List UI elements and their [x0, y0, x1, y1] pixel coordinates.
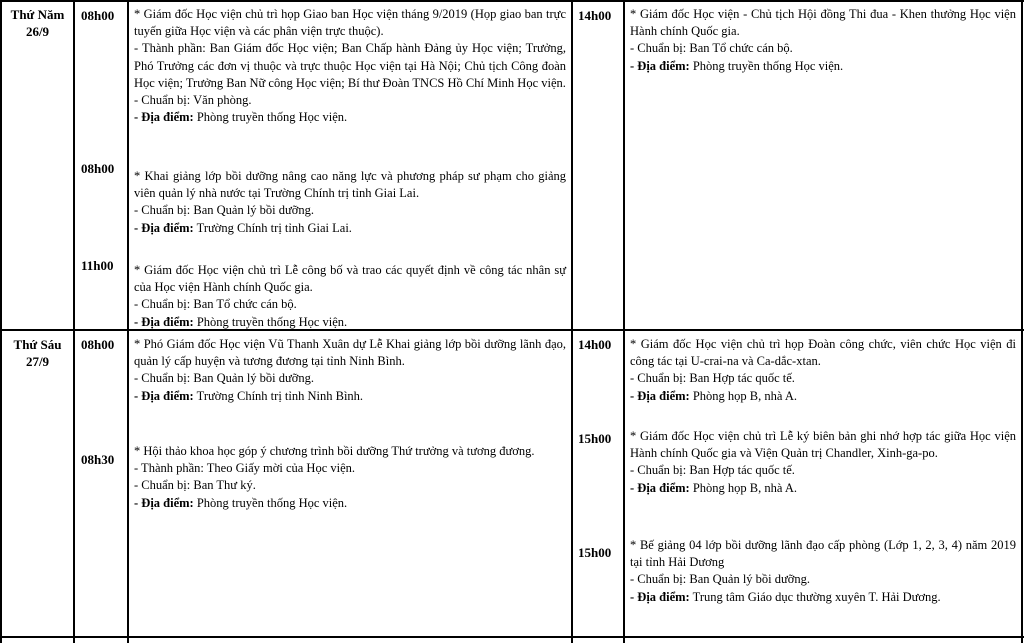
- event-entry: [134, 168, 566, 237]
- event-prep: - Chuẩn bị: Ban Hợp tác quốc tế.: [630, 371, 795, 386]
- event-prep: - Chuẩn bị: Ban Thư ký.: [134, 478, 256, 493]
- event-time: 14h00: [578, 337, 612, 352]
- col-divider-afternoon-time: [623, 0, 625, 643]
- event-entry: [630, 336, 1016, 405]
- event-entry: [630, 428, 1016, 497]
- location-label: - Địa điểm:: [134, 110, 194, 125]
- event-entry: [134, 262, 566, 331]
- event-title: * Giám đốc Học viện chủ trì họp Đoàn công chức, viên chức Học viện đi công tác tại U-crai-na và Ca-dắc-xtan.: [630, 337, 1016, 369]
- event-participants: - Thành phần: Theo Giấy mời của Học viện.: [134, 461, 356, 476]
- event-time: 15h00: [578, 545, 612, 560]
- event-time: 08h00: [81, 337, 115, 352]
- event-entry: [630, 537, 1016, 606]
- event-location: [630, 589, 1016, 606]
- location-label: - Địa điểm:: [630, 480, 690, 495]
- event-time: 14h00: [578, 8, 612, 23]
- day-cell: [2, 336, 73, 370]
- location-label: - Địa điểm:: [134, 314, 194, 329]
- event-location: [134, 220, 566, 237]
- event-title: * Giám đốc Học viện chủ trì Lễ ký biên bản ghi nhớ hợp tác giữa Học viện Hành chính Quốc gia và Viện Quản trị Chandler, Xinh-ga-po.: [630, 429, 1016, 461]
- location-value: Trung tâm Giáo dục thường xuyên T. Hải Dương.: [692, 589, 941, 604]
- event-entry: [134, 336, 566, 405]
- table-border-top: [0, 0, 1024, 2]
- event-title: * Hội thảo khoa học góp ý chương trình bồi dưỡng Thứ trưởng và tương đương.: [134, 444, 535, 458]
- location-label: - Địa điểm:: [134, 495, 194, 510]
- event-participants: - Thành phần: Ban Giám đốc Học viện; Ban Chấp hành Đảng ủy Học viện; Trưởng, Phó Trưởng các đơn vị thuộc và trực thuộc Học viện tại Hà Nội; Chủ tịch Công đoàn Học viện; Trưởng Ban Nữ công Học viện; Bí thư Đoàn TNCS Hồ Chí Minh Học viện.: [134, 41, 566, 90]
- event-location: [630, 480, 1016, 497]
- location-value: Trường Chính trị tỉnh Giai Lai.: [196, 220, 352, 235]
- event-prep: - Chuẩn bị: Ban Hợp tác quốc tế.: [630, 463, 795, 478]
- location-value: Phòng truyền thống Học viện.: [196, 495, 348, 510]
- table-border-left: [0, 0, 2, 643]
- day-name: Thứ Năm: [10, 7, 65, 22]
- event-time: 08h00: [81, 8, 115, 23]
- location-value: Phòng họp B, nhà A.: [692, 480, 798, 495]
- event-title: * Bế giảng 04 lớp bồi dưỡng lãnh đạo cấp phòng (Lớp 1, 2, 3, 4) năm 2019 tại tỉnh Hải Dương: [630, 538, 1016, 570]
- event-entry: [134, 443, 566, 512]
- col-divider-day: [73, 0, 75, 643]
- event-location: [630, 58, 1016, 75]
- event-title: * Giám đốc Học viện - Chủ tịch Hội đồng Thi đua - Khen thưởng Học viện Hành chính Quốc gia.: [630, 7, 1016, 39]
- event-entry: [134, 6, 566, 126]
- event-prep: - Chuẩn bị: Ban Tổ chức cán bộ.: [134, 297, 297, 312]
- event-prep: - Chuẩn bị: Ban Quản lý bồi dưỡng.: [630, 572, 811, 587]
- day-date: 26/9: [25, 24, 50, 39]
- table-border-right: [1021, 0, 1023, 643]
- event-title: * Giám đốc Học viện chủ trì Lễ công bố và trao các quyết định về công tác nhân sự của Học viện Hành chính Quốc gia.: [134, 263, 566, 295]
- table-border-bottom: [0, 636, 1024, 638]
- event-prep: - Chuẩn bị: Ban Tổ chức cán bộ.: [630, 41, 793, 56]
- location-value: Trường Chính trị tỉnh Ninh Bình.: [196, 388, 364, 403]
- event-location: [134, 495, 566, 512]
- event-time: 15h00: [578, 431, 612, 446]
- location-value: Phòng họp B, nhà A.: [692, 388, 798, 403]
- event-title: * Khai giảng lớp bồi dưỡng nâng cao năng lực và phương pháp sư phạm cho giảng viên quản lý nhà nước tại Trường Chính trị tỉnh Giai Lai.: [134, 169, 566, 201]
- event-time: 08h00: [81, 161, 115, 176]
- location-value: Phòng truyền thống Học viện.: [692, 58, 844, 73]
- day-date: 27/9: [25, 354, 50, 369]
- event-location: [134, 388, 566, 405]
- event-location: [134, 314, 566, 331]
- col-divider-midday: [571, 0, 573, 643]
- event-location: [134, 109, 566, 126]
- location-label: - Địa điểm:: [630, 388, 690, 403]
- event-time: 11h00: [81, 258, 114, 273]
- event-title: * Giám đốc Học viện chủ trì họp Giao ban Học viện tháng 9/2019 (Họp giao ban trực tuyến giữa Học viện và các phân viện trực thuộc).: [134, 7, 566, 39]
- event-prep: - Chuẩn bị: Ban Quản lý bồi dưỡng.: [134, 371, 315, 386]
- location-label: - Địa điểm:: [630, 589, 690, 604]
- col-divider-morning-time: [127, 0, 129, 643]
- event-prep: - Chuẩn bị: Ban Quản lý bồi dưỡng.: [134, 203, 315, 218]
- event-time: 08h30: [81, 452, 115, 467]
- event-title: * Phó Giám đốc Học viện Vũ Thanh Xuân dự Lễ Khai giảng lớp bồi dưỡng lãnh đạo, quản lý cấp huyện và tương đương tại tỉnh Ninh Bình.: [134, 337, 566, 369]
- event-entry: [630, 6, 1016, 75]
- location-value: Phòng truyền thống Học viện.: [196, 110, 348, 125]
- location-label: - Địa điểm:: [134, 388, 194, 403]
- location-label: - Địa điểm:: [134, 220, 194, 235]
- event-prep: - Chuẩn bị: Văn phòng.: [134, 93, 252, 108]
- day-name: Thứ Sáu: [13, 337, 62, 352]
- event-location: [630, 388, 1016, 405]
- location-label: - Địa điểm:: [630, 58, 690, 73]
- location-value: Phòng truyền thống Học viện.: [196, 314, 348, 329]
- day-cell: [2, 6, 73, 40]
